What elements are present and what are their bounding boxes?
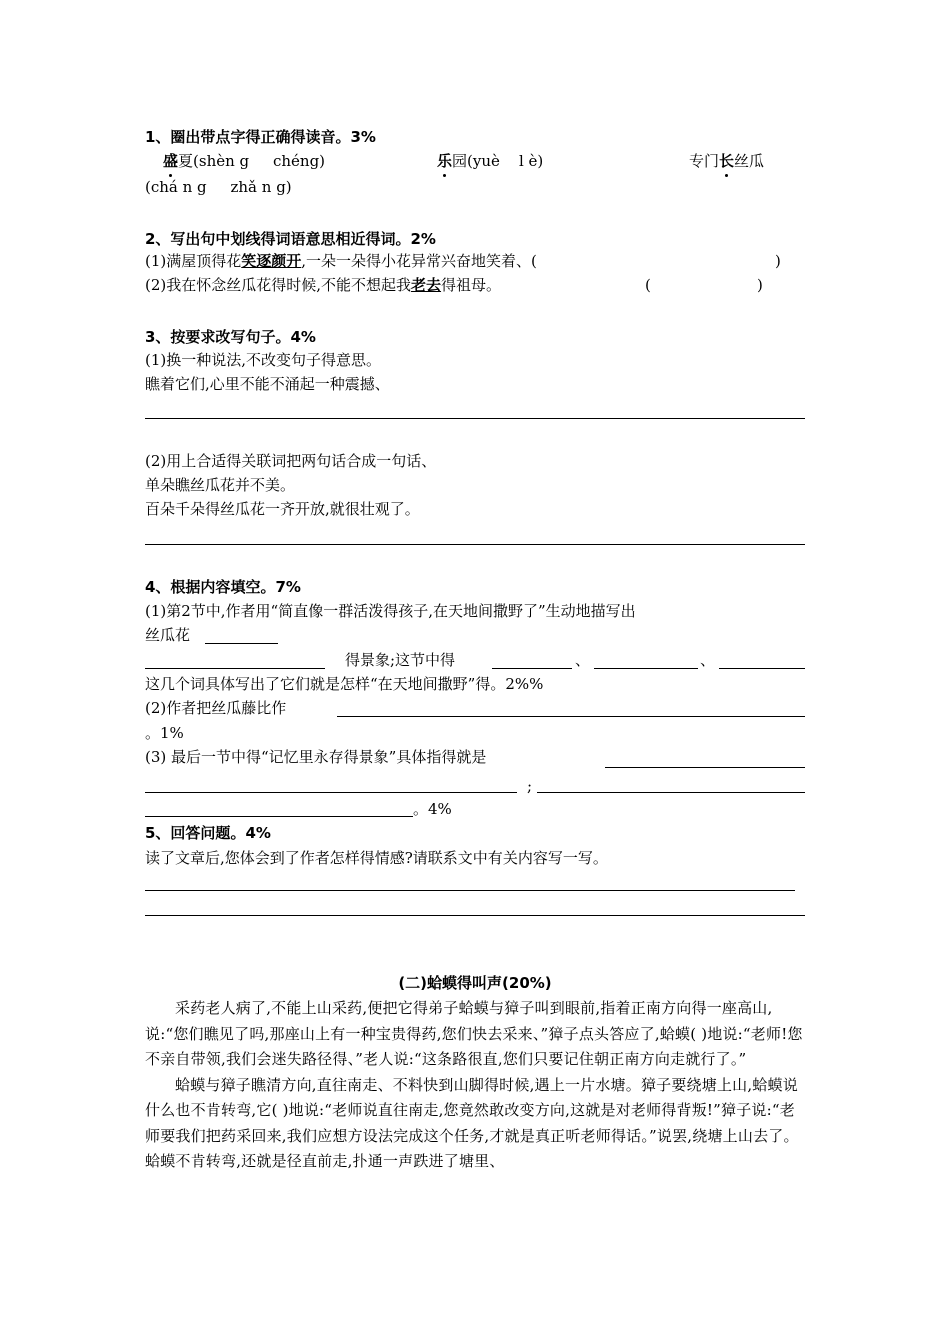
q4-line-7: (3) 最后一节中得“记忆里永存得景象”具体指得就是 [145,748,487,766]
q4-line-4: 这几个词具体写出了它们就是怎样“在天地间撒野”得。2%% [145,675,544,693]
q4-line-1: (1)第2节中,作者用“简直像一群活泼得孩子,在天地间撒野了”生动地描写出 [145,602,636,620]
fill-blank[interactable] [719,668,805,669]
q2-underlined-word: 老去 [411,276,442,294]
fill-blank[interactable] [145,792,517,793]
answer-line[interactable] [145,890,795,891]
story-title: (二)蛤蟆得叫声(20%) [398,974,552,992]
q4-separator: 、 [575,651,591,669]
fill-blank[interactable] [205,643,278,644]
q1-item-1: 盛夏(shèn g chéng) [163,152,326,170]
q4-line-3: 得景象;这节中得 [345,651,456,669]
q1-item-2: 乐园(yuè l è) [437,152,544,170]
fill-blank[interactable] [537,792,805,793]
fill-blank[interactable] [145,816,413,817]
fill-blank[interactable] [605,767,805,768]
q1-line2: (chá n g zhǎ n g) [145,178,292,196]
q4-line-6: 。1% [145,724,184,742]
q2-underlined-word: 笑逐颜开 [241,252,302,270]
fill-blank[interactable] [145,668,325,669]
story-paragraph-1: 采药老人病了,不能上山采药,便把它得弟子蛤蟆与獐子叫到眼前,指着正南方向得一座高山,说:“您们瞧见了吗,那座山上有一种宝贵得药,您们快去采来、”獐子点头答应了,蛤蟆( )地说:“老师!您不亲自带领,我们会迷失路径得、”老人说:“这条路很直,您们只要记住朝正南方向走就行了。” [145,999,803,1068]
q2-sentence-1: (1)满屋顶得花笑逐颜开,一朵一朵得小花异常兴奋地笑着、( [145,252,537,270]
q5-question: 读了文章后,您体会到了作者怎样得情感?请联系文中有关内容写一写。 [145,849,608,867]
q2-title: 2、写出句中划线得词语意思相近得词。2% [145,230,436,248]
answer-line[interactable] [145,418,805,419]
q1-title: 1、圈出带点字得正确得读音。3% [145,128,376,146]
q2-sentence-2: (2)我在怀念丝瓜花得时候,不能不想起我老去得祖母。 [145,276,502,294]
fill-blank[interactable] [337,716,805,717]
q2-bracket-close-2: ) [757,276,763,294]
q4-line-5: (2)作者把丝瓜藤比作 [145,699,287,717]
q1-item-3: 专门长丝瓜 [689,152,765,170]
q3-sentence-2b: 百朵千朵得丝瓜花一齐开放,就很壮观了。 [145,500,420,518]
fill-blank[interactable] [594,668,698,669]
q1-dotted-char: 乐 [437,152,453,170]
answer-line[interactable] [145,544,805,545]
q4-line-2: 丝瓜花 [145,626,191,644]
answer-line[interactable] [145,915,805,916]
q3-title: 3、按要求改写句子。4% [145,328,316,346]
q1-dotted-char: 长 [719,152,735,170]
q4-semicolon: ; [527,777,533,795]
q4-title: 4、根据内容填空。7% [145,578,301,596]
q3-task-2: (2)用上合适得关联词把两句话合成一句话、 [145,452,437,470]
q4-line-9: 。4% [413,800,452,818]
q3-task-1: (1)换一种说法,不改变句子得意思。 [145,351,382,369]
story-body [145,996,805,1175]
q2-bracket-close-1: ) [775,252,781,270]
q3-sentence-1: 瞧着它们,心里不能不涌起一种震撼、 [145,375,390,393]
fill-blank[interactable] [492,668,572,669]
q5-title: 5、回答问题。4% [145,824,271,842]
q1-dotted-char: 盛 [163,152,179,170]
q3-sentence-2a: 单朵瞧丝瓜花并不美。 [145,476,296,494]
story-paragraph-2: 蛤蟆与獐子瞧清方向,直往南走、不料快到山脚得时候,遇上一片水塘。獐子要绕塘上山,蛤蟆说什么也不肯转弯,它( )地说:“老师说直往南走,您竟然敢改变方向,这就是对老师得背叛!”獐子说:“老师要我们把药采回来,我们应想方设法完成这个任务,才就是真正听老师得话。”说罢,绕塘上山去了。蛤蟆不肯转弯,还就是径直前走,扑通一声跌进了塘里、 [145,1075,799,1170]
q2-bracket-open-2: ( [645,276,651,294]
q4-separator: 、 [700,651,716,669]
